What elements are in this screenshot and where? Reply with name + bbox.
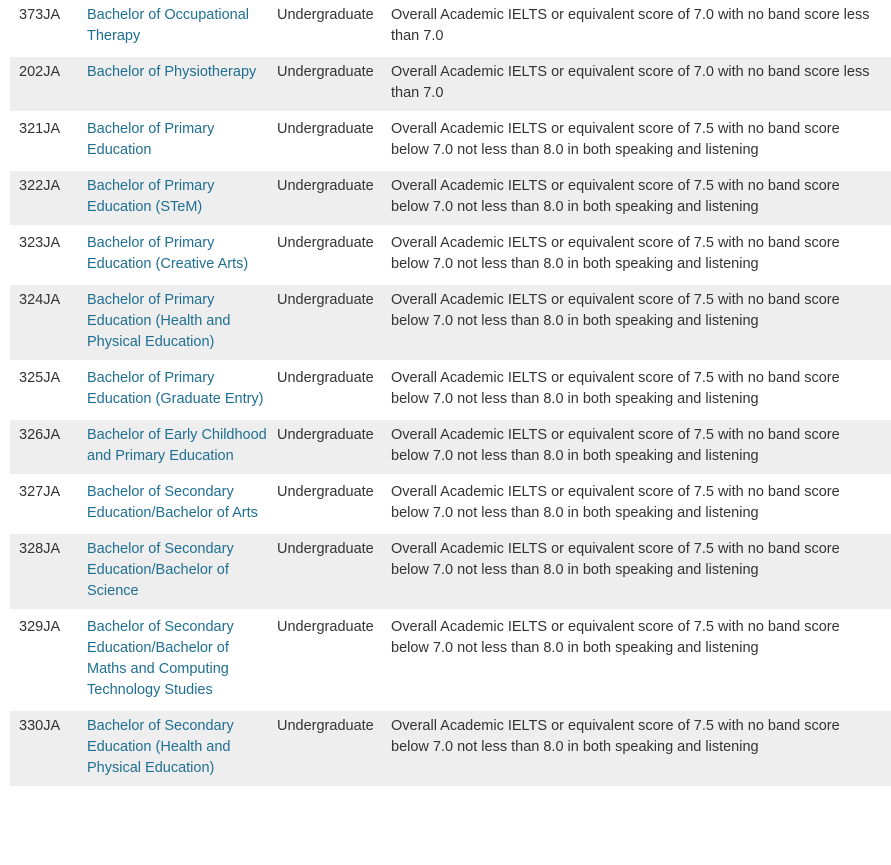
course-level: Undergraduate [277,362,391,419]
course-code: 373JA [10,0,87,56]
course-level: Undergraduate [277,0,391,56]
english-requirement: Overall Academic IELTS or equivalent score of 7.5 with no band score below 7.0 not less than 8.0 in both speaking and listening [391,419,891,476]
course-code: 330JA [10,710,87,788]
course-link[interactable]: Bachelor of Primary Education (Graduate Entry) [87,370,264,407]
course-code: 322JA [10,170,87,227]
course-level: Undergraduate [277,710,391,788]
course-level: Undergraduate [277,227,391,284]
course-level: Undergraduate [277,419,391,476]
course-link[interactable]: Bachelor of Primary Education [87,121,215,158]
table-row [10,476,891,533]
english-requirement: Overall Academic IELTS or equivalent score of 7.0 with no band score less than 7.0 [391,0,891,56]
course-link[interactable]: Bachelor of Primary Education (STeM) [87,178,215,215]
english-requirement: Overall Academic IELTS or equivalent score of 7.5 with no band score below 7.0 not less than 8.0 in both speaking and listening [391,476,891,533]
course-code: 326JA [10,419,87,476]
english-requirement: Overall Academic IELTS or equivalent score of 7.5 with no band score below 7.0 not less than 8.0 in both speaking and listening [391,113,891,170]
course-level: Undergraduate [277,476,391,533]
course-link[interactable]: Bachelor of Primary Education (Health and Physical Education) [87,292,231,350]
course-level: Undergraduate [277,284,391,362]
table-row [10,227,891,284]
table-row [10,56,891,113]
course-level: Undergraduate [277,56,391,113]
english-requirement: Overall Academic IELTS or equivalent score of 7.5 with no band score below 7.0 not less than 8.0 in both speaking and listening [391,170,891,227]
course-link[interactable]: Bachelor of Physiotherapy [87,64,257,80]
table-row [10,533,891,611]
course-code: 324JA [10,284,87,362]
course-level: Undergraduate [277,170,391,227]
course-link[interactable]: Bachelor of Secondary Education/Bachelor of Science [87,541,234,599]
course-code: 327JA [10,476,87,533]
course-code: 328JA [10,533,87,611]
course-code: 202JA [10,56,87,113]
course-link[interactable]: Bachelor of Secondary Education (Health and Physical Education) [87,718,234,776]
course-link[interactable]: Bachelor of Early Childhood and Primary Education [87,427,267,464]
course-link[interactable]: Bachelor of Secondary Education/Bachelor of Arts [87,484,258,521]
english-requirement: Overall Academic IELTS or equivalent score of 7.5 with no band score below 7.0 not less than 8.0 in both speaking and listening [391,362,891,419]
course-code: 323JA [10,227,87,284]
english-requirement: Overall Academic IELTS or equivalent score of 7.0 with no band score less than 7.0 [391,56,891,113]
course-link[interactable]: Bachelor of Occupational Therapy [87,7,250,44]
english-requirement: Overall Academic IELTS or equivalent score of 7.5 with no band score below 7.0 not less than 8.0 in both speaking and listening [391,710,891,788]
table-row [10,611,891,710]
course-table [10,0,891,789]
course-link[interactable]: Bachelor of Secondary Education/Bachelor of Maths and Computing Technology Studies [87,619,234,698]
english-requirement: Overall Academic IELTS or equivalent score of 7.5 with no band score below 7.0 not less than 8.0 in both speaking and listening [391,533,891,611]
course-level: Undergraduate [277,611,391,710]
english-requirement: Overall Academic IELTS or equivalent score of 7.5 with no band score below 7.0 not less than 8.0 in both speaking and listening [391,227,891,284]
table-row [10,170,891,227]
course-code: 325JA [10,362,87,419]
course-link[interactable]: Bachelor of Primary Education (Creative Arts) [87,235,249,272]
course-code: 321JA [10,113,87,170]
table-row [10,284,891,362]
english-requirement: Overall Academic IELTS or equivalent score of 7.5 with no band score below 7.0 not less than 8.0 in both speaking and listening [391,611,891,710]
course-level: Undergraduate [277,113,391,170]
course-code: 329JA [10,611,87,710]
table-row [10,362,891,419]
table-row [10,113,891,170]
table-row [10,710,891,788]
course-level: Undergraduate [277,533,391,611]
table-row [10,419,891,476]
table-row [10,0,891,56]
english-requirement: Overall Academic IELTS or equivalent score of 7.5 with no band score below 7.0 not less than 8.0 in both speaking and listening [391,284,891,362]
